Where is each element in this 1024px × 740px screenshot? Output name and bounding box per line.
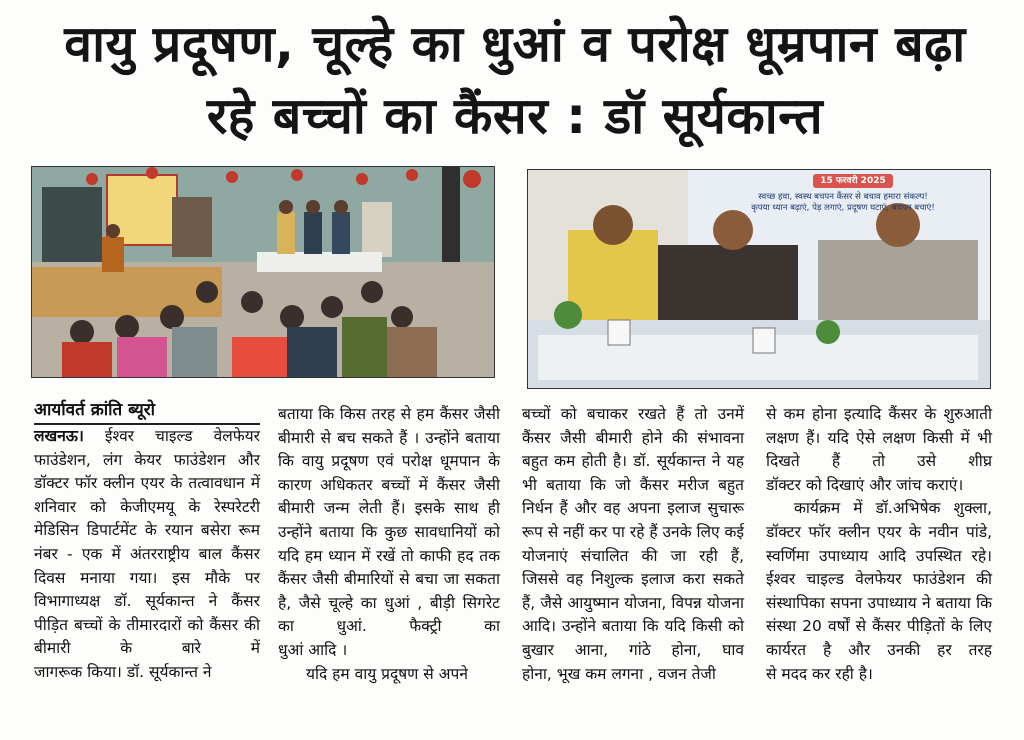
article-column-1-text [34, 425, 260, 661]
headline-line-2: रहे बच्चों का कैंसर : डॉ सूर्यकान्त [206, 87, 824, 145]
col1-last-line: जागरूक किया। डॉ. सूर्यकान्त ने [34, 662, 212, 681]
banner-date: 15 फरवरी 2025 [820, 176, 886, 186]
event-audience-illustration [32, 167, 494, 377]
col2-last-line-2: यदि हम वायु प्रदूषण से अपने [306, 664, 468, 683]
event-audience-photo [31, 166, 495, 378]
banner-slogan-line-2: कृपया ध्यान बढ़ाएं, पेड़ लगाएं, प्रदूषण घटाएं, बचपन बचाएं! [751, 203, 935, 213]
article-column-2 [278, 403, 500, 686]
banner-slogan-line-1: स्वच्छ हवा, स्वस्थ बचपन कैंसर से बचाव हमारा संकल्प! [758, 192, 928, 202]
col1-body: ईश्वर चाइल्ड वेलफेयर फाउंडेशन, लंग केयर फाउंडेशन और डॉक्टर फॉर क्लीन एयर के तत्वावधान में शनिवार को केजीएमयू के रेस्परेटरी मेडिसिन डिपार्टमेंट के रयान बसेरा रूम नंबर - एक में अंतरराष्ट्रीय बाल कैंसर दिवस मनाया गया। इस मौके पर विभागाध्यक्ष डॉ. सूर्यकान्त ने कैंसर पीड़ित बच्चों के तीमारदारों को कैंसर की बीमारी के बारे में [34, 427, 260, 658]
cut-off-next-line [30, 732, 990, 740]
col3-body: बच्चों को बचाकर रखते हैं तो उनमें कैंसर जैसी बीमारी होने की संभावना बहुत कम होती है। डॉ. सूर्यकान्त ने यह भी बताया कि जो कैंसर मरीज बहुत निर्धन हैं और वह अपना इलाज सुचारू रूप से नहीं कर पा रहे हैं उनके लिए कई योजनाएं संचालित की जा रही हैं, जिससे वह निशुल्क इलाज करा सकते हैं, जैसे आयुष्मान योजना, विपन्न योजना आदि। उन्होंने बताया कि यदि किसी को बुखार आना, गांठे होना, घाव [522, 405, 744, 659]
headline [20, 8, 1010, 152]
col3-last-line: होना, भूख कम लगना , वजन तेजी [522, 664, 716, 683]
col4-paragraph-2: कार्यक्रम में डॉ.अभिषेक शुक्ला, डॉक्टर फॉर क्लीन एयर के नवीन पांडे, स्वर्णिमा उपाध्याय आदि उपस्थित रहे। ईश्वर चाइल्ड वेलफेयर फाउंडेशन की संस्थापिका सपना उपाध्याय ने बताया कि संस्था 20 वर्षों से कैंसर पीड़ितों के लिए कार्यरत है और उनकी हर तरह [766, 499, 992, 659]
byline: आर्यावर्त क्रांति ब्यूरो [34, 398, 260, 425]
col4-body: से कम होना इत्यादि कैंसर के शुरुआती लक्षण हैं। यदि ऐसे लक्षण किसी में भी दिखते हैं तो उसे शीघ्र [766, 405, 992, 471]
dateline: लखनऊ। [34, 427, 84, 445]
article-column-1 [34, 398, 260, 685]
banner-slogan [698, 192, 988, 214]
article-column-4 [766, 403, 992, 686]
col4-last-line-1: डॉक्टर को दिखाएं और जांच कराएं। [766, 475, 964, 494]
article-column-3 [522, 403, 744, 686]
panel-speakers-photo [527, 169, 991, 389]
col4-last-line-2: से मदद कर रही है। [766, 664, 873, 683]
headline-line-1: वायु प्रदूषण, चूल्हे का धुआं व परोक्ष धूम्रपान बढ़ा [64, 15, 966, 73]
col2-body: बताया कि किस तरह से हम कैंसर जैसी बीमारी से बच सकते हैं । उन्होंने बताया कि वायु प्रदूषण एवं परोक्ष धूमपान के कारण अधिकतर बच्चों में कैंसर जैसी बीमारी जन्म लेती हैं। इसके साथ ही उन्होंने बताया कि कुछ सावधानियों को यदि हम ध्यान में रखें तो काफी हद तक कैंसर जैसी बीमारियों से बचा जा सकता है, जैसे चूल्हे का धुआं , बीड़ी सिगरेट का धुआं. फैक्ट्री का [278, 405, 500, 636]
col2-last-line-1: धुआं आदि । [278, 640, 348, 659]
